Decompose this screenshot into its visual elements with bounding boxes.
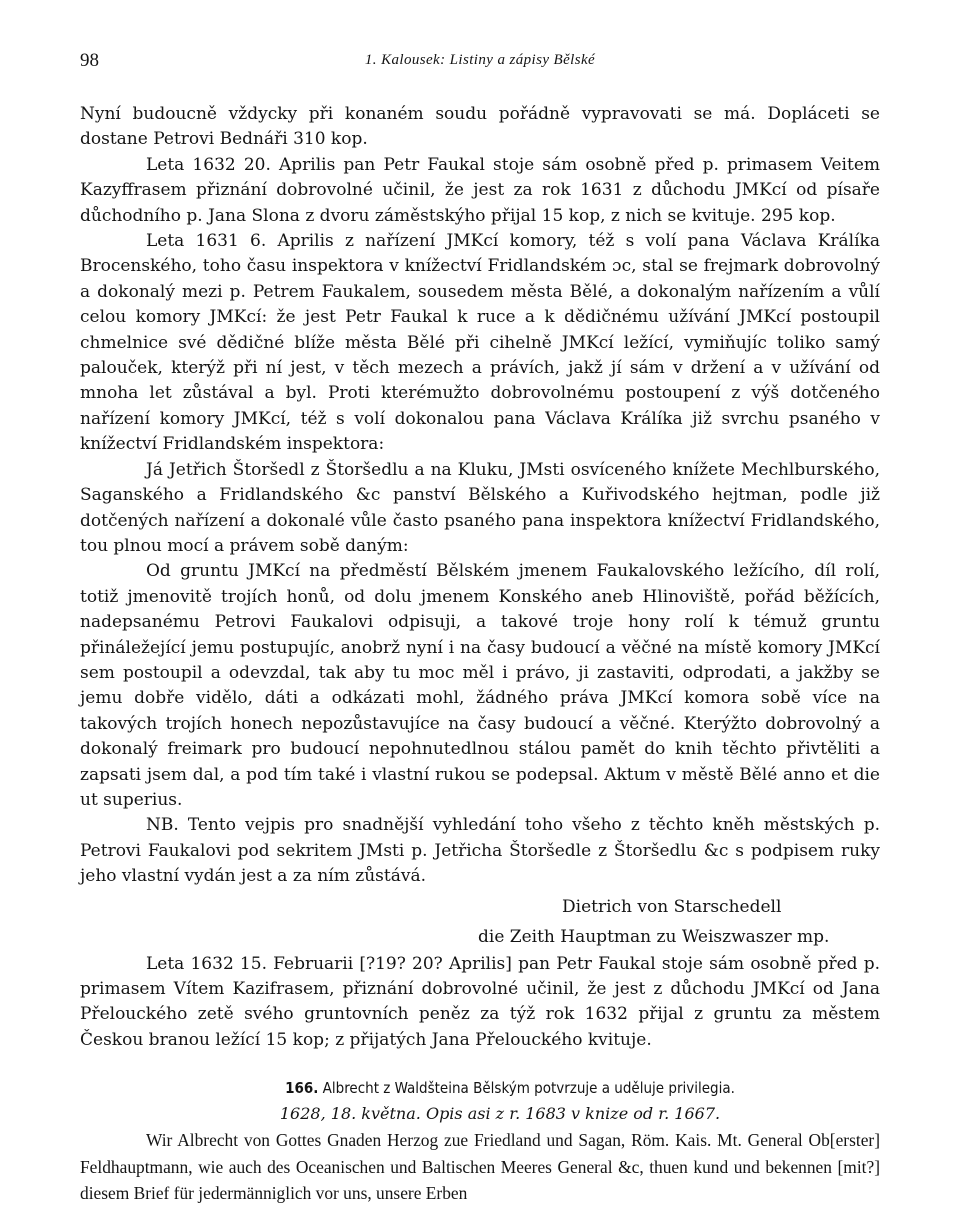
page-number: 98: [80, 50, 99, 71]
signature-block: [80, 892, 880, 952]
signature-title: die Zeith Hauptman zu Weiszwaszer mp.: [478, 926, 830, 947]
german-text: [80, 1127, 880, 1207]
paragraph: Leta 1632 20. Aprilis pan Petr Faukal stoje sám osobně před p. primasem Veitem Kazyffrasem přiznání dobrovolné učinil, že jest za rok 1631 z důchodu JMKcí od písaře důchodního p. Jana Slona z dvoru záměstskýho přijal 15 kop, z nich se kvituje. 295 kop.: [80, 154, 880, 226]
paragraph: Nyní budoucně vždycky při konaném soudu pořádně vypravovati se má. Dopláceti se dostane Petrovi Bednáři 310 kop.: [80, 104, 880, 150]
document-date: 1628, 18. května. Opis asi z r. 1683 v knize od r. 1667.: [279, 1104, 721, 1124]
running-head: [80, 50, 880, 76]
paragraph: Od gruntu JMKcí na předměstí Bělském jmenem Faukalovského ležícího, díl rolí, totiž jmenovitě trojích honů, od dolu jmenem Konského aneb Hlinoviště, pořád běžících, nadepsanému Petrovi Faukalovi odpisuji, a takové troje hony rolí k témuž gruntu přináležející jemu postupujíc, anobrž nyní i na časy budoucí a věčné na místě komory JMKcí sem postoupil a odevzdal, tak aby tu moc měl i právo, ji zastaviti, odprodati, a jakžby se jemu dobře vidělo, dáti a odkázati mohl, žádného práva JMKcí komora sobě více na takových trojích honech nepozůstavujíce na časy budoucí a věčné. Kterýžto dobrovolný a dokonalý freimark pro budoucí nepohnutedlnou stálou pamět do knih těchto přivtěliti a zapsati jsem dal, a pod tím také i vlastní rukou se podepsal. Aktum v městě Bělé anno et die ut superius.: [80, 561, 880, 810]
document-title: Albrecht z Waldšteina Bělským potvrzuje a uděluje privilegia.: [322, 1079, 735, 1098]
body-text-continued: [80, 952, 880, 1054]
body-text: [80, 102, 880, 890]
document-number: 166.: [285, 1079, 319, 1098]
paragraph: Wir Albrecht von Gottes Gnaden Herzog zue Friedland und Sagan, Röm. Kais. Mt. General Ob[erster] Feldhauptmann, wie auch des Oceanischen und Baltischen Meeres General &c, thuen kund und bekennen [mit?] diesem Brief für jedermänniglich vor uns, unsere Erben: [80, 1130, 880, 1204]
running-title: 1. Kalousek: Listiny a zápisy Bělské: [364, 52, 596, 68]
paragraph: Leta 1632 15. Februarii [?19? 20? Aprilis] pan Petr Faukal stoje sám osobně před p. primasem Vítem Kazifrasem, přiznání dobrovolné učinil, že jest z důchodu JMKcí od Jana Přelouckého zetě svého gruntovních peněz za týž rok 1632 přijal z gruntu za městem Českou branou ležící 15 kop; z přijatých Jana Přelouckého kvituje.: [80, 953, 880, 1050]
document-heading: [80, 1075, 880, 1127]
paragraph: NB. Tento vejpis pro snadnější vyhledání toho všeho z těchto kněh městských p. Petrovi Faukalovi pod sekritem JMsti p. Jetřicha Štoršedle z Štoršedlu &c s podpisem ruky jeho vlastní vydán jest a za ním zůstává.: [80, 815, 880, 887]
book-page: [80, 50, 880, 1207]
paragraph: Já Jetřich Štoršedl z Štoršedlu a na Kluku, JMsti osvíceného knížete Mechlburského, Saganského a Fridlandského &c panství Bělského a Kuřivodského hejtman, podle již dotčených nařízení a dokonalé vůle často psaného pana inspektora knížectví Fridlandského, tou plnou mocí a právem sobě daným:: [80, 459, 880, 556]
document-title-line: [80, 1075, 880, 1101]
signature-name: Dietrich von Starschedell: [562, 896, 782, 917]
paragraph: Leta 1631 6. Aprilis z nařízení JMKcí komory, též s volí pana Václava Králíka Brocenského, toho času inspektora v knížectví Fridlandském ɔc, stal se frejmark dobrovolný a dokonalý mezi p. Petrem Faukalem, sousedem města Bělé, a dokonalým nařízením a vůlí celou komory JMKcí: že jest Petr Faukal k ruce a k dědičnému užívání JMKcí postoupil chmelnice své dědičné blíže města Bělé při cihelně JMKcí ležící, vymiňujíc toliko samý palouček, kterýž při ní jest, v těch mezech a právích, jakž jí sám v držení a v užívání od mnoha let zůstával a byl. Proti kterémužto dobrovolnému postoupení z výš dotčeného nařízení komory JMKcí, též s volí dokonalou pana Václava Králíka již svrchu psaného v knížectví Fridlandském inspektora:: [80, 231, 880, 455]
